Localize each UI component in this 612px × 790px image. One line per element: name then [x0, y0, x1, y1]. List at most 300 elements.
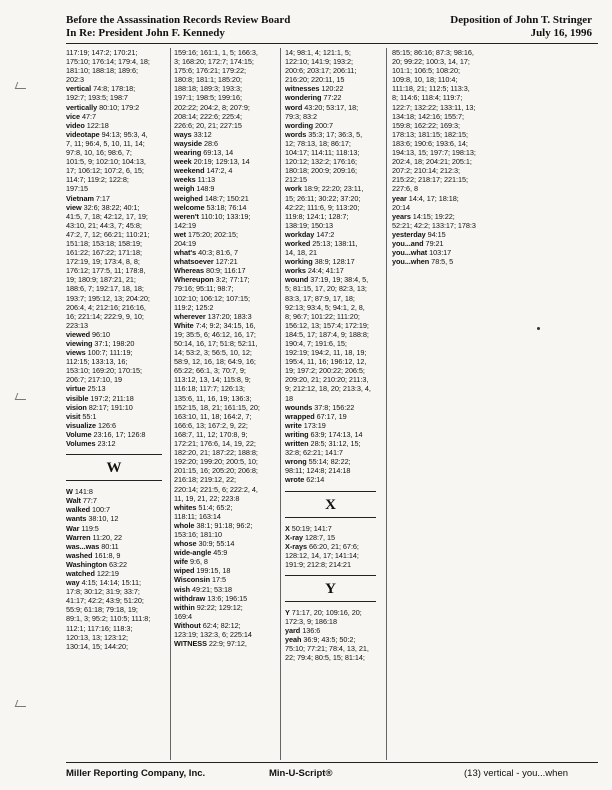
page-line-refs: 173:19 — [301, 420, 326, 430]
page-line-refs: 41:17; 42:2; 43:9; 51:20; — [66, 596, 144, 606]
index-entry — [174, 630, 280, 639]
index-entry — [66, 112, 170, 121]
index-term: Whereas — [174, 266, 205, 276]
index-entry — [285, 560, 384, 569]
page-line-refs: 201:15, 16; 205:20; 206:8; — [174, 466, 258, 476]
page-line-refs: 120:12; 132:2; 176:16; — [285, 157, 357, 167]
index-entry — [66, 321, 170, 330]
index-term: yeah — [285, 635, 302, 645]
index-entry — [285, 321, 384, 330]
index-entry — [174, 466, 280, 475]
page-line-refs: 92:22; 129:12; — [194, 602, 243, 612]
section-letter: X — [285, 491, 376, 518]
page-line-refs: 182:20, 21; 187:22; 188:8; — [174, 448, 258, 458]
index-entry — [66, 624, 170, 633]
index-entry — [66, 75, 170, 84]
page-line-refs: 17:5 — [209, 575, 226, 585]
index-entry — [285, 384, 384, 393]
index-entry — [285, 266, 384, 275]
page-line-refs: 36:9; 43:5; 50:2; — [301, 635, 356, 645]
index-entry — [174, 294, 280, 303]
index-entry — [174, 203, 280, 212]
page-line-refs: 114:7; 119:2; 122:8; — [66, 175, 129, 185]
binder-mark — [15, 82, 29, 89]
index-entry — [392, 121, 500, 130]
page-line-refs: 17; 106:12; 107:2, 6, 15; — [66, 166, 144, 176]
page-line-refs: 79:16; 95:11; 98:7; — [174, 284, 234, 294]
index-entry — [392, 184, 500, 193]
index-term: wrapped — [285, 411, 315, 421]
speck — [537, 327, 540, 330]
page-line-refs: 3; 168:20; 172:7; 174:15; — [174, 57, 254, 67]
index-entry — [174, 521, 280, 530]
page-line-refs: 52:21; 42:2; 133:17; 178:3 — [392, 220, 476, 230]
binder-mark — [15, 393, 29, 400]
index-entry — [174, 512, 280, 521]
index-entry — [285, 203, 384, 212]
index-term: WITNESS — [174, 639, 207, 649]
page-line-refs: 100:7; 111:19; — [85, 348, 133, 358]
index-entry — [174, 394, 280, 403]
page-line-refs: 122:10; 141:9; 193:2; — [285, 57, 353, 67]
index-term: wounds — [285, 402, 313, 412]
index-entry — [174, 585, 280, 594]
page-line-refs: 32:8; 62:21; 141:7 — [285, 448, 343, 458]
index-entry — [66, 139, 170, 148]
binder-mark — [15, 700, 29, 707]
index-entry — [174, 139, 280, 148]
page-line-refs: 42:22; 111:6, 9; 113:20; — [285, 202, 360, 212]
page-line-refs: 62:14 — [304, 475, 325, 485]
index-entry — [174, 312, 280, 321]
index-entry — [285, 608, 384, 617]
page-line-refs: 223:13 — [66, 320, 89, 330]
page-line-refs: 202:4, 18; 204:21; 205:1; — [392, 157, 472, 167]
index-term: weekend — [174, 166, 205, 176]
index-term: whose — [174, 539, 197, 549]
page-line-refs: 166:6, 13; 167:2, 9, 22; — [174, 420, 248, 430]
index-entry — [66, 596, 170, 605]
page-line-refs: 226:6; 20, 21; 227:15 — [174, 120, 242, 130]
index-entry — [66, 212, 170, 221]
index-entry — [66, 221, 170, 230]
index-term: viewed — [66, 329, 91, 339]
index-entry — [285, 394, 384, 403]
footer-page-range: (13) vertical - you...when — [464, 768, 569, 779]
page-line-refs: 153:10; 169:20; 170:15; — [66, 366, 142, 376]
header-case: In Re: President John F. Kennedy — [66, 27, 225, 39]
index-entry — [66, 348, 170, 357]
index-entry — [285, 194, 384, 203]
index-entry — [174, 366, 280, 375]
index-entry — [174, 612, 280, 621]
page-line-refs: 215:22; 218:17; 221:15; — [392, 175, 468, 185]
index-term: Warren — [66, 532, 91, 542]
page-line-refs: 13:6; 196:15 — [205, 593, 248, 603]
page-line-refs: 193:7; 195:12, 13; 204:20; — [66, 293, 150, 303]
index-entry — [174, 503, 280, 512]
page-line-refs: 14, 18, 21 — [285, 248, 317, 258]
page-line-refs: 116:18; 117:7; 126:13; — [174, 384, 245, 394]
index-entry — [392, 239, 500, 248]
index-entry — [174, 266, 280, 275]
index-entry — [285, 48, 384, 57]
index-term: works — [285, 266, 306, 276]
page-header-left — [66, 14, 290, 40]
page-line-refs: 172:3, 9; 186:18 — [285, 617, 337, 627]
page-line-refs: 92:13; 93:4, 5; 94:1, 2, 8, — [285, 302, 365, 312]
page-line-refs: 80:11 — [99, 541, 119, 551]
index-entry — [285, 157, 384, 166]
index-entry — [285, 303, 384, 312]
index-entry — [285, 330, 384, 339]
page-line-refs: 58:9, 12, 16, 18; 64:9, 16; — [174, 357, 256, 367]
index-term: visit — [66, 411, 81, 421]
page-line-refs: 122:18 — [84, 120, 109, 130]
index-entry — [174, 257, 280, 266]
page-line-refs: 194:13, 15; 197:7; 198:13; — [392, 148, 476, 158]
page-line-refs: 111:18, 21; 112:5; 113:3, — [392, 84, 470, 94]
page-line-refs: 147:2 — [314, 229, 335, 239]
index-entry — [66, 121, 170, 130]
page-line-refs: 148:9 — [194, 184, 215, 194]
page-line-refs: 151:18; 153:18; 158:19; — [66, 238, 142, 248]
index-entry — [66, 48, 170, 57]
page-line-refs: 80:9; 116:17 — [204, 266, 246, 276]
index-term: wants — [66, 514, 87, 524]
page-line-refs: 148:7; 150:21 — [202, 193, 249, 203]
page-line-refs: 192:19; 194:2, 11, 18, 19; — [285, 348, 367, 358]
page-line-refs: 102:10; 106:12; 107:15; — [174, 293, 250, 303]
page-line-refs: 137:20; 183:3 — [205, 311, 252, 321]
index-entry — [66, 505, 170, 514]
index-entry — [174, 594, 280, 603]
page-line-refs: 192:7; 193:5; 198:7 — [66, 93, 128, 103]
index-entry — [285, 551, 384, 560]
index-entry — [174, 412, 280, 421]
index-term: wish — [174, 584, 191, 594]
index-entry — [66, 57, 170, 66]
page-line-refs: 43:10, 21; 44:3, 7; 45:8; — [66, 220, 142, 230]
index-term: Whereupon — [174, 275, 214, 285]
index-entry — [392, 175, 500, 184]
index-entry — [174, 430, 280, 439]
page-line-refs: 22:9; 97:12, — [206, 639, 247, 649]
footer-company: Miller Reporting Company, Inc. — [66, 768, 206, 779]
page-line-refs: 7, 11; 96:4, 5, 10, 11, 14; — [66, 138, 145, 148]
index-term: worked — [285, 238, 311, 248]
index-entry — [174, 121, 280, 130]
page-line-refs: 94:15 — [425, 229, 446, 239]
index-term: wearing — [174, 148, 202, 158]
page-line-refs: 227:6, 8 — [392, 184, 418, 194]
index-entry — [285, 148, 384, 157]
index-entry — [174, 575, 280, 584]
index-term: wide-angle — [174, 548, 212, 558]
page-line-refs: 197:2; 211:18 — [88, 393, 134, 403]
column-divider — [386, 48, 387, 760]
index-entry — [174, 494, 280, 503]
page-line-refs: 55:9; 61:18; 79:18, 19; — [66, 605, 138, 615]
index-term: words — [285, 129, 307, 139]
page-line-refs: 96:10 — [90, 329, 111, 339]
page-line-refs: 112:1; 117:16; 118:3; — [66, 623, 133, 633]
index-term: watched — [66, 568, 95, 578]
index-term: view — [66, 202, 82, 212]
page-line-refs: 28:5; 31:12, 15; — [308, 439, 361, 449]
index-entry — [174, 357, 280, 366]
page-line-refs: 5; 81:15, 17, 20; 82:3, 13; — [285, 284, 367, 294]
page-line-refs: 19; 197:2; 200:22; 206:5; — [285, 366, 365, 376]
page-line-refs: 11:20, 22 — [90, 532, 122, 542]
index-entry — [174, 230, 280, 239]
index-term: workday — [285, 229, 315, 239]
page-line-refs: 14; 53:2, 3; 56:5, 10, 12; — [174, 348, 252, 358]
page-line-refs: 141:8 — [72, 487, 93, 497]
index-term: way — [66, 578, 80, 588]
index-entry — [285, 239, 384, 248]
page-line-refs: 159:8; 162:22; 169:3; — [392, 120, 460, 130]
page-line-refs: 180:18; 200:9; 209:16; — [285, 166, 357, 176]
page-line-refs: 53:18; 76:14 — [204, 202, 247, 212]
index-entry — [174, 284, 280, 293]
index-term: weeks — [174, 175, 196, 185]
page-line-refs: 104:17; 114:11; 118:13; — [285, 148, 360, 158]
index-entry — [174, 103, 280, 112]
index-entry — [66, 357, 170, 366]
index-entry — [285, 403, 384, 412]
page-line-refs: 47:7 — [80, 111, 96, 121]
index-entry — [285, 175, 384, 184]
index-term: W — [66, 487, 73, 497]
index-entry — [392, 230, 500, 239]
section-letter: W — [66, 454, 162, 481]
page-line-refs: 40:3; 81:6, 7 — [196, 248, 239, 258]
page-line-refs: 69:13, 14 — [201, 148, 234, 158]
index-entry — [392, 166, 500, 175]
page-line-refs: 23:16, 17; 126:8 — [91, 429, 146, 439]
page-line-refs: 63:9; 174:13, 14 — [308, 429, 363, 439]
index-entry — [285, 653, 384, 662]
page-line-refs: 18:9; 22:20; 23:11, — [301, 184, 364, 194]
index-term: wound — [285, 275, 309, 285]
index-entry — [66, 130, 170, 139]
index-term: whole — [174, 520, 195, 530]
header-date: July 16, 1996 — [530, 27, 592, 39]
page-line-refs: 152:15, 18, 21; 161:15, 20; — [174, 402, 260, 412]
page-line-refs: 202:22; 204:2, 8; 207:9; — [174, 102, 250, 112]
page-line-refs: 89:1, 3; 95:2; 110:5; 111:8; — [66, 614, 151, 624]
index-term: what's — [174, 248, 197, 258]
index-entry — [392, 48, 500, 57]
index-term: you...what — [392, 248, 428, 258]
index-term: Y — [285, 607, 290, 617]
page-line-refs: 50:19; 141:7 — [289, 523, 332, 533]
index-entry — [66, 587, 170, 596]
page-line-refs: 206:7; 217:10, 19 — [66, 375, 122, 385]
page-line-refs: 65:22; 66:1, 3; 70:7, 9; — [174, 366, 246, 376]
page-line-refs: 188:6, 7; 192:17, 18, 18; — [66, 284, 144, 294]
page-line-refs: 74:8; 178:18; — [91, 84, 136, 94]
index-term: visible — [66, 393, 89, 403]
index-column-3 — [285, 48, 384, 663]
index-term: ways — [174, 129, 192, 139]
index-term: weren't — [174, 211, 199, 221]
index-entry — [174, 339, 280, 348]
page-line-refs: 113:12, 13, 14; 115:8, 9; — [174, 375, 251, 385]
index-entry — [174, 321, 280, 330]
page-line-refs: 55:14; 82:22; — [306, 457, 351, 467]
page-line-refs: 38:1; 91:18; 96:2; — [194, 520, 253, 530]
index-entry — [285, 230, 384, 239]
index-entry — [174, 275, 280, 284]
page-line-refs: 207:2; 210:14; 212:3; — [392, 166, 460, 176]
index-entry — [285, 184, 384, 193]
index-entry — [66, 194, 170, 203]
page-line-refs: 209:20, 21; 210:20; 211:3, — [285, 375, 369, 385]
index-entry — [66, 542, 170, 551]
page-line-refs: 119:5 — [79, 523, 99, 533]
footer-rule — [66, 762, 598, 763]
index-entry — [66, 614, 170, 623]
index-term: written — [285, 439, 309, 449]
index-entry — [66, 430, 170, 439]
page-line-refs: 119:8; 124:1; 128:7; — [285, 211, 349, 221]
page-line-refs: 122:7; 132:22; 133:11, 13; — [392, 102, 476, 112]
index-entry — [285, 626, 384, 635]
page-line-refs: 80:10; 179:2 — [97, 102, 140, 112]
index-term: yard — [285, 626, 301, 636]
header-rule — [66, 43, 598, 44]
index-entry — [392, 212, 500, 221]
page-line-refs: 63:22 — [106, 559, 127, 569]
page-line-refs: 208:14; 222:6; 225:4; — [174, 111, 242, 121]
page-line-refs: 163:10, 11, 18; 164:2, 7; — [174, 411, 252, 421]
index-entry — [174, 384, 280, 393]
page-line-refs: 101:1; 106:5; 108:20; — [392, 66, 460, 76]
index-entry — [174, 75, 280, 84]
page-line-refs: 136:6 — [300, 626, 321, 636]
page-line-refs: 135:6, 11, 16, 19; 136:3; — [174, 393, 252, 403]
index-entry — [174, 639, 280, 648]
index-entry — [285, 275, 384, 284]
index-entry — [285, 439, 384, 448]
index-entry — [285, 466, 384, 475]
index-term: you...and — [392, 238, 424, 248]
index-entry — [66, 439, 170, 448]
index-entry — [285, 644, 384, 653]
page-line-refs: 77:22 — [321, 93, 342, 103]
index-entry — [66, 93, 170, 102]
page-line-refs: 51:4; 65:2; — [196, 502, 233, 512]
index-column-4 — [392, 48, 500, 266]
page-line-refs: 45:9 — [211, 548, 228, 558]
index-term: virtue — [66, 384, 86, 394]
page-line-refs: 19; 180:9; 187:21, 21; — [66, 275, 136, 285]
index-term: Vietnam — [66, 193, 94, 203]
index-term: walked — [66, 505, 91, 515]
index-entry — [174, 112, 280, 121]
page-line-refs: 94:13; 95:3, 4, — [99, 129, 148, 139]
index-entry — [66, 203, 170, 212]
index-entry — [174, 485, 280, 494]
index-term: week — [174, 157, 192, 167]
index-entry — [174, 621, 280, 630]
page-header-right — [450, 14, 592, 40]
index-entry — [174, 194, 280, 203]
index-entry — [174, 148, 280, 157]
index-entry — [66, 303, 170, 312]
page-line-refs: 41:5, 7, 18; 42:12, 17, 19; — [66, 211, 148, 221]
page-line-refs: 122:19 — [94, 568, 119, 578]
page-line-refs: 75:10; 77:21; 78:4, 13, 21, — [285, 644, 369, 654]
page-line-refs: 15; 26:11; 30:22; 37:20; — [285, 193, 361, 203]
index-term: Volumes — [66, 439, 96, 449]
page-line-refs: 16; 221:14; 222:9, 9, 10; — [66, 311, 144, 321]
index-entry — [174, 303, 280, 312]
index-entry — [392, 66, 500, 75]
page-line-refs: 183:6; 190:6; 193:6, 14; — [392, 138, 468, 148]
page-line-refs: 12; 78:13, 18; 86:17; — [285, 138, 351, 148]
page-line-refs: 71:17, 20; 109:16, 20; — [289, 607, 362, 617]
index-entry — [66, 312, 170, 321]
index-term: wrote — [285, 475, 305, 485]
index-entry — [66, 330, 170, 339]
page-line-refs: 17:8; 30:12; 31:9; 33:7; — [66, 587, 140, 597]
index-entry — [66, 394, 170, 403]
index-entry — [285, 248, 384, 257]
page-line-refs: 97:8, 10, 16; 98:6, 7; — [66, 148, 132, 158]
page-line-refs: 37:1; 198:20 — [92, 339, 135, 348]
index-entry — [66, 642, 170, 651]
page-line-refs: 18 — [285, 393, 294, 403]
index-entry — [174, 184, 280, 193]
index-term: wife — [174, 557, 188, 567]
index-entry — [285, 166, 384, 175]
page-line-refs: 11:13 — [195, 175, 216, 185]
index-term: vertically — [66, 102, 98, 112]
index-term: Volume — [66, 429, 92, 439]
page-line-refs: 20; 99:22; 100:3, 14, 17; — [392, 57, 470, 67]
index-entry — [66, 605, 170, 614]
page-line-refs: 35:3; 17; 36:3, 5, — [306, 129, 363, 139]
page-line-refs: 100:7 — [90, 505, 111, 515]
index-entry — [66, 257, 170, 266]
index-entry — [285, 635, 384, 644]
page-line-refs: 202:3 — [66, 75, 85, 85]
page-line-refs: 62:4; 82:12; — [200, 620, 241, 630]
index-term: wet — [174, 229, 187, 239]
index-entry — [66, 366, 170, 375]
index-term: vision — [66, 402, 87, 412]
index-entry — [66, 384, 170, 393]
page-line-refs: 77:7 — [80, 496, 97, 506]
index-entry — [285, 84, 384, 93]
page-line-refs: 25:13 — [85, 384, 106, 394]
index-entry — [174, 57, 280, 66]
index-entry — [392, 203, 500, 212]
index-term: welcome — [174, 202, 205, 212]
index-entry — [392, 157, 500, 166]
page-line-refs: 82:17; 191:10 — [86, 402, 133, 412]
page-line-refs: 20:14 — [392, 202, 411, 212]
index-entry — [66, 578, 170, 587]
index-term: wayside — [174, 138, 203, 148]
index-entry — [66, 533, 170, 542]
index-entry — [174, 239, 280, 248]
page-line-refs: 128:7, 15 — [303, 532, 335, 542]
index-term: word — [285, 102, 303, 112]
